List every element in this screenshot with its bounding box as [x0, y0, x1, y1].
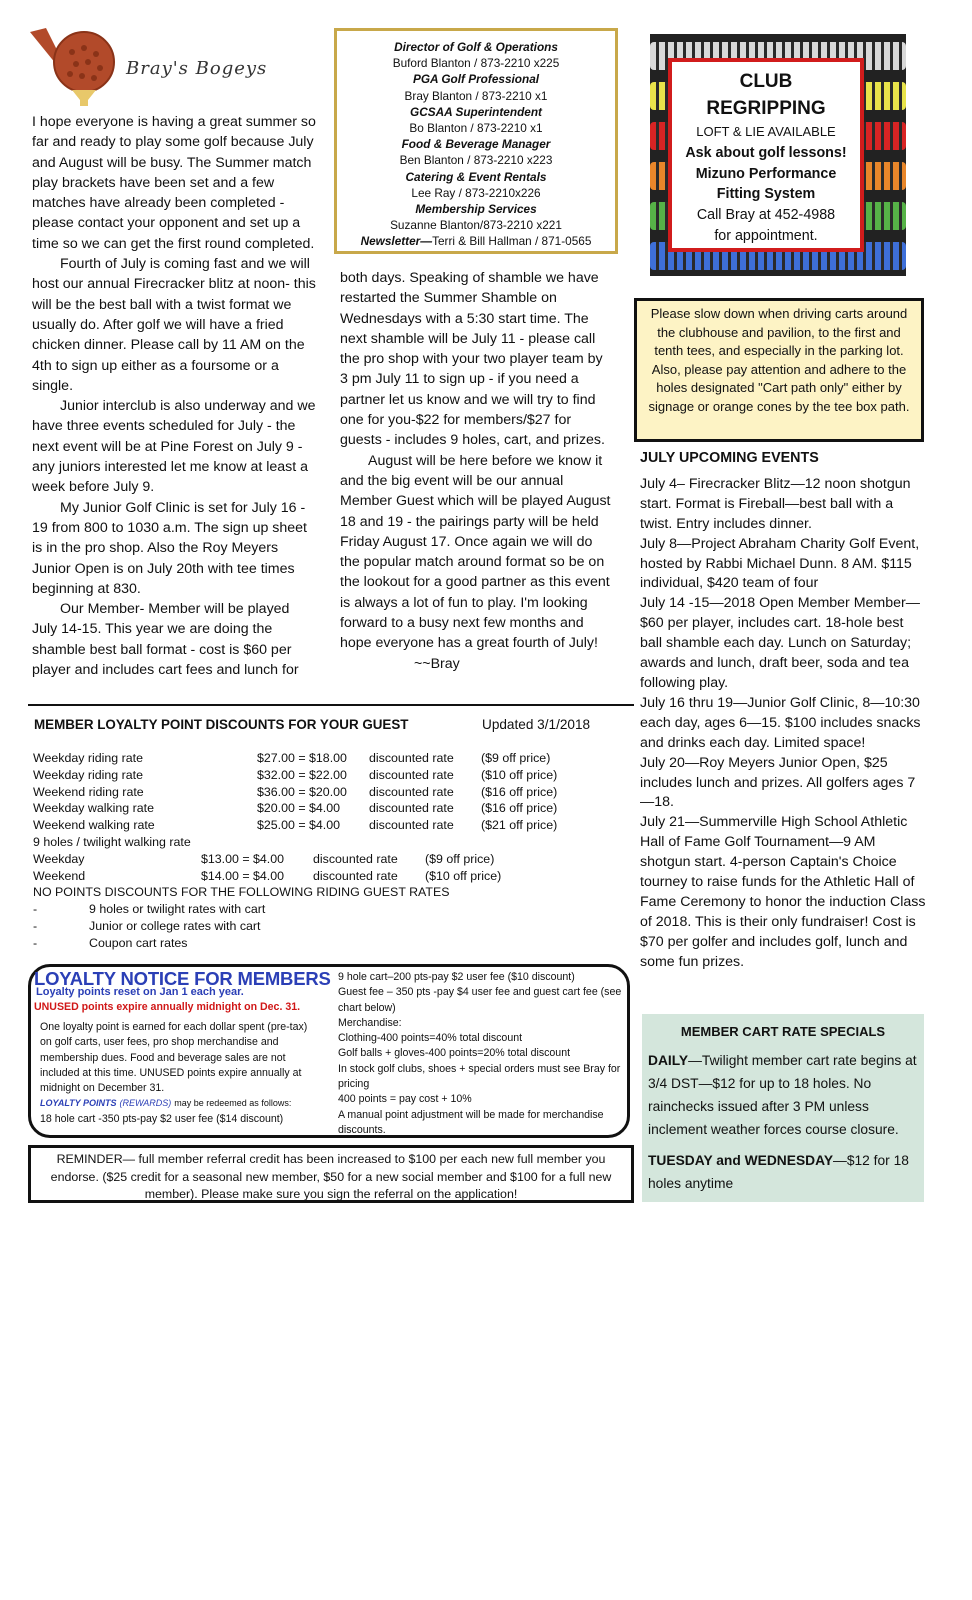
regrip-text: for appointment. [714, 227, 818, 244]
redeem-item: 400 points = pay cost + 10% [338, 1093, 472, 1106]
paragraph: Junior interclub is also underway and we have three events scheduled for July - the next event will be at Pine Forest on July 9 - any juniors interested let me know at least a week before July 9. [32, 398, 316, 496]
redeem-item: Guest fee – 350 pts -pay $4 user fee and guest cart fee (see chart below) [338, 986, 622, 1014]
redeem-item: A manual point adjustment will be made for merchandise discounts. [338, 1108, 604, 1136]
loyalty-redeem-list [338, 970, 624, 1138]
referral-reminder: REMINDER— full member referral credit has been increased to $100 per each new full member you endorse. ($25 credit for a seasonal new member, $50 for a new social member and $100 for a full new member). Please make sure you sign the referral on the application! [28, 1145, 634, 1203]
rate-row: Weekend $14.00 = $4.00 discounted rate ($10 off price) [33, 868, 502, 883]
bray-letter-column-2 [340, 268, 614, 674]
newsletter-credit: Newsletter—Terri & Bill Hallman / 871-0565 [360, 234, 592, 249]
staff-role: GCSAA Superintendent [410, 104, 542, 119]
staff-info: Bo Blanton / 873-2210 x1 [409, 121, 543, 136]
event-item: July 21—Summerville High School Athletic Hall of Fame Golf Tournament—9 AM shotgun start. 4-person Captain's Choice tourney to raise funds for the Athletic Hall of Fame Ceremony to honor the induction Class of 2018. This is their only fundraiser! Cost is $70 per golfer and includes golf, lunch and some fun prizes. [640, 814, 926, 970]
regrip-text: Ask about golf lessons! [685, 144, 847, 161]
regripping-ad [668, 58, 864, 252]
paragraph: Fourth of July is coming fast and we will host our annual Firecracker blitz at noon- this will be the best ball with a twist format we usually do. After golf we will have a fried chicken dinner. Please call by 11 AM on the 4th to sign up either as a foursome or a single. [32, 256, 316, 394]
list-item: - 9 holes or twilight rates with cart [33, 902, 266, 917]
loyalty-body-text: One loyalty point is earned for each dollar spent (pre-tax) on golf carts, user fees, pro shop merchandise and membership dues. Food and beverage sales are not included at this time. UNUSED points expire annually at midnight on December 31. [40, 1021, 308, 1095]
upcoming-events [640, 449, 928, 973]
paragraph: My Junior Golf Clinic is set for July 16 - 19 from 800 to 1030 a.m. The sign up sheet is in the pro shop. Also the Roy Meyers Junior Open is on July 20th with tee times beginning at 830. [32, 499, 307, 597]
event-item: July 4– Firecracker Blitz—12 noon shotgun start. Format is Fireball—best ball with a twist. Entry includes dinner. [640, 475, 911, 532]
event-item: July 8—Project Abraham Charity Golf Event, hosted by Rabbi Michael Dunn. 8 AM. $115 individual, $420 team of four [640, 535, 920, 592]
paragraph: I hope everyone is having a great summer so far and ready to play some golf because July and August will be busy. The Summer match play brackets have been set and a few matches have already been completed - please contact your opponent and set up a time so we can get the first round completed. [32, 114, 316, 252]
slow-down-notice: Please slow down when driving carts around the clubhouse and pavilion, to the first and tenth tees, and especially in the parking lot. Also, please pay attention and adhere to the holes designated "Cart path only" either by signage or orange cones by the tee box path. [634, 298, 924, 442]
regrip-text: Mizuno Performance [695, 165, 837, 182]
staff-info: Ben Blanton / 873-2210 x223 [399, 153, 553, 168]
rate-row: Weekend walking rate $25.00 = $4.00 discounted rate ($21 off price) [33, 818, 558, 833]
redeem-item: 9 hole cart–200 pts-pay $2 user fee ($10 discount) [338, 971, 575, 983]
rate-row: Weekday $13.00 = $4.00 discounted rate ($9 off price) [33, 851, 495, 866]
golf-ball-on-tee-icon [26, 26, 126, 116]
loyalty-notice-title: LOYALTY NOTICE FOR MEMBERS [34, 968, 331, 989]
event-item: July 14 -15—2018 Open Member Member—$60 per player, includes cart. 18-hole best ball shamble each day. Lunch on Saturday; awards and lunch, draft beer, soda and tea following play. [640, 595, 920, 691]
updated-date: Updated 3/1/2018 [482, 717, 591, 732]
cart-heading: MEMBER CART RATE SPECIALS [680, 1024, 886, 1039]
loyalty-table-heading: MEMBER LOYALTY POINT DISCOUNTS FOR YOUR GUEST [34, 717, 409, 732]
cart-tue-wed: TUESDAY and WEDNESDAY—$12 for 18 holes anytime [648, 1153, 909, 1191]
paragraph: both days. Speaking of shamble we have restarted the Summer Shamble on Wednesdays with a 5:30 start time. The next shamble will be July 11 - please call the pro shop with your two player team by 3 pm July 11 to sign up - if you need a partner let us know and we will try to find one for you-$22 for members/$27 for guests - includes 9 holes, cart, and prizes. [340, 270, 605, 449]
staff-info: Lee Ray / 873-2210x226 [411, 185, 541, 200]
redeem-item: Clothing-400 points=40% total discount [338, 1032, 523, 1045]
staff-role: PGA Golf Professional [412, 72, 540, 87]
regrip-heading: REGRIPPING [706, 98, 826, 119]
paragraph: Our Member- Member will be played July 14-15. This year we are doing the shamble best ball format - cost is $60 per player and includes cart fees and lunch for [32, 601, 299, 679]
cart-daily: DAILY—Twilight member cart rate begins at 3/4 DST—$12 for up to 18 holes. No rainchecks issued after 3 PM unless inclement weather forces course closure. [648, 1053, 917, 1137]
redeem-item: In stock golf clubs, shoes + special orders must see Bray for pricing [338, 1062, 621, 1091]
redeem-item: Golf balls + gloves-400 points=20% total discount [338, 1047, 571, 1060]
redeem-line: LOYALTY POINTS (REWARDS) may be redeemed as follows: [40, 1098, 292, 1109]
loyalty-expire-note: UNUSED points expire annually midnight on Dec. 31. [34, 1001, 301, 1013]
redeem-item: 18 hole cart -350 pts-pay $2 user fee ($14 discount) [40, 1112, 284, 1125]
rate-row: Weekday walking rate $20.00 = $4.00 discounted rate ($16 off price) [33, 801, 558, 816]
staff-role: Director of Golf & Operations [394, 40, 558, 54]
twilight-heading: 9 holes / twilight walking rate [33, 834, 191, 849]
rate-row: Weekend riding rate $36.00 = $20.00 discounted rate ($16 off price) [33, 784, 558, 799]
paragraph: August will be here before we know it and the big event will be our annual Member Guest which will be played August 18 and 19 - the pairings party will be held Friday August 17. Once again we will do the popular match around format so be on the lookout for a good partner as this event is always a lot of fun to play. I'm looking forward to a busy next few months and hope everyone has a great fourth of July!~~Bray [340, 452, 611, 672]
staff-info: Bray Blanton / 873-2210 x1 [404, 88, 548, 103]
event-item: July 20—Roy Meyers Junior Open, $25 includes lunch and prizes. All golfers ages 7—18. [640, 754, 916, 811]
cart-rate-specials [642, 1014, 924, 1202]
rate-row: Weekday riding rate $32.00 = $22.00 discounted rate ($10 off price) [33, 767, 558, 782]
divider [28, 704, 634, 706]
regrip-text: Call Bray at 452-4988 [696, 207, 836, 224]
list-item: - Junior or college rates with cart [33, 918, 261, 933]
no-points-heading: NO POINTS DISCOUNTS FOR THE FOLLOWING RIDING GUEST RATES [33, 885, 450, 900]
staff-role: Food & Beverage Manager [401, 137, 551, 152]
rate-table [33, 750, 633, 952]
regrip-heading: CLUB [739, 71, 793, 92]
staff-role: Catering & Event Rentals [405, 169, 547, 184]
signature: ~~Bray [414, 655, 460, 672]
rate-row: Weekday riding rate $27.00 = $18.00 discounted rate ($9 off price) [33, 751, 551, 765]
staff-info: Buford Blanton / 873-2210 x225 [392, 56, 560, 71]
event-item: July 16 thru 19—Junior Golf Clinic, 8—10:30 each day, ages 6—15. $100 includes snacks and drinks each day. Limited space! [640, 694, 921, 751]
regrip-text: LOFT & LIE AVAILABLE [696, 124, 836, 139]
loyalty-notice-body [40, 1020, 316, 1127]
list-item: - Coupon cart rates [33, 935, 188, 950]
staff-info: Suzanne Blanton/873-2210 x221 [390, 218, 562, 233]
staff-role: Membership Services [415, 202, 537, 217]
redeem-item: Merchandise: [338, 1016, 402, 1029]
events-heading: JULY UPCOMING EVENTS [640, 450, 819, 466]
staff-directory [334, 28, 618, 254]
regrip-text: Fitting System [716, 186, 816, 203]
loyalty-reset-note: Loyalty points reset on Jan 1 each year. [36, 986, 244, 998]
bray-letter-column-1 [32, 112, 318, 680]
newsletter-title: Bray's Bogeys [126, 58, 268, 79]
